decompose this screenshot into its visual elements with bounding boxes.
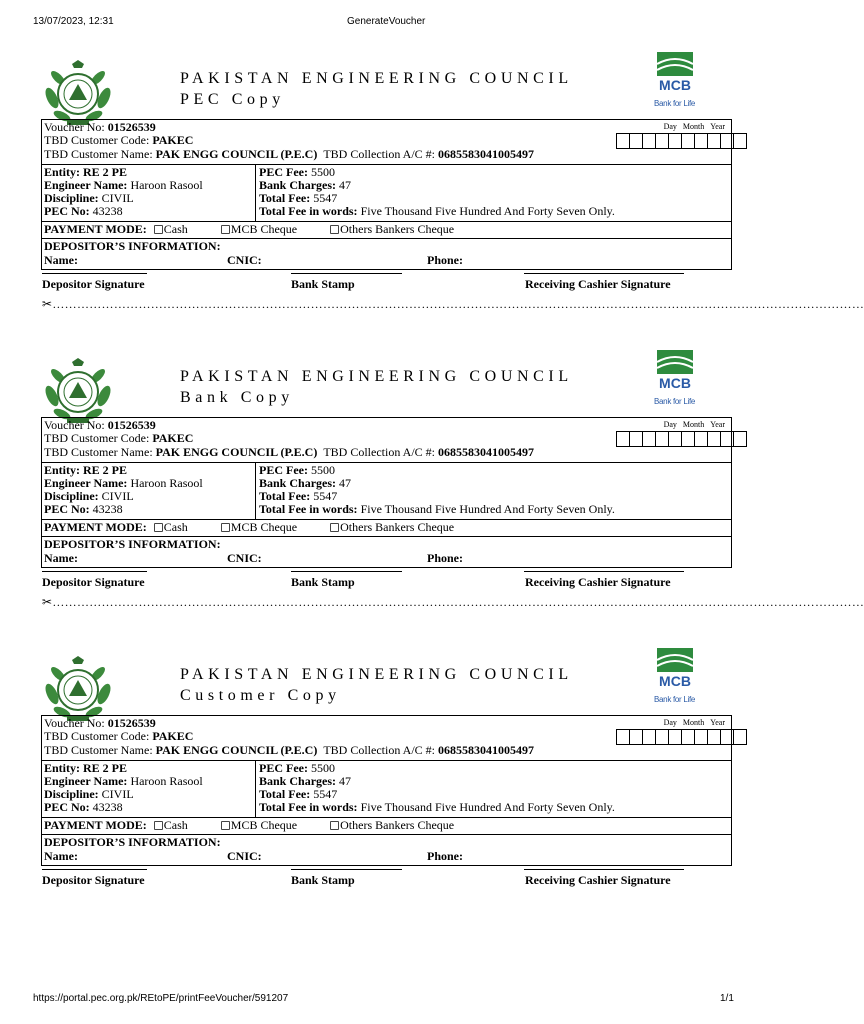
depositor-signature-label: Depositor Signature	[42, 575, 145, 589]
date-boxes	[617, 133, 747, 149]
depositor-cnic-label: CNIC:	[227, 253, 262, 267]
voucher	[0, 50, 864, 348]
mcb-text: MCB	[659, 673, 691, 689]
voucher-table	[41, 715, 732, 866]
cash-checkbox[interactable]	[154, 821, 163, 830]
depositor-cnic-label: CNIC:	[227, 849, 262, 863]
cashier-signature-label: Receiving Cashier Signature	[525, 873, 671, 887]
date-header: Day Month Year	[663, 718, 725, 727]
customer-code-line: TBD Customer Code: PAKEC	[44, 431, 194, 445]
cashier-signature-label: Receiving Cashier Signature	[525, 277, 671, 291]
payment-mode-line: PAYMENT MODE: Cash MCB Cheque Others Bankers Cheque	[44, 222, 455, 236]
depositor-phone-label: Phone:	[427, 551, 463, 565]
mcb-text: MCB	[659, 77, 691, 93]
bank-stamp-label: Bank Stamp	[291, 277, 355, 291]
discipline-line: Discipline: CIVIL	[44, 489, 134, 503]
cut-line: ✂………………………………………………………………………………………………………………………………………………………………………………	[42, 595, 864, 609]
payment-mode-line: PAYMENT MODE: Cash MCB Cheque Others Bankers Cheque	[44, 818, 455, 832]
bank-charges-line: Bank Charges: 47	[259, 476, 352, 490]
depositor-phone-label: Phone:	[427, 849, 463, 863]
pec-fee-line: PEC Fee: 5500	[259, 463, 335, 477]
depositor-phone-label: Phone:	[427, 253, 463, 267]
cut-line: ✂………………………………………………………………………………………………………………………………………………………………………………	[42, 297, 864, 311]
entity-line: Entity: RE 2 PE	[44, 761, 128, 775]
print-page-title: GenerateVoucher	[347, 16, 426, 27]
others-cheque-checkbox[interactable]	[330, 225, 339, 234]
fee-words-line: Total Fee in words: Five Thousand Five Hundred And Forty Seven Only.	[259, 502, 615, 516]
bank-tagline: Bank for Life	[654, 99, 696, 108]
pec-no-line: PEC No: 43238	[44, 204, 123, 218]
fee-words-line: Total Fee in words: Five Thousand Five Hundred And Forty Seven Only.	[259, 204, 615, 218]
pec-emblem-icon	[42, 58, 114, 128]
bank-charges-line: Bank Charges: 47	[259, 178, 352, 192]
bank-tagline: Bank for Life	[654, 695, 696, 704]
pec-fee-line: PEC Fee: 5500	[259, 761, 335, 775]
depositor-name-label: Name:	[44, 253, 78, 267]
customer-name-line: TBD Customer Name: PAK ENGG COUNCIL (P.E.C) TBD Collection A/C #: 0685583041005497	[44, 445, 535, 459]
depositor-info-heading: DEPOSITOR’S INFORMATION:	[44, 835, 221, 849]
depositor-cnic-label: CNIC:	[227, 551, 262, 565]
customer-code-line: TBD Customer Code: PAKEC	[44, 133, 194, 147]
bank-charges-line: Bank Charges: 47	[259, 774, 352, 788]
total-fee-line: Total Fee: 5547	[259, 489, 338, 503]
voucher-no-line: Voucher No: 01526539	[44, 418, 156, 432]
entity-line: Entity: RE 2 PE	[44, 463, 128, 477]
print-url: https://portal.pec.org.pk/REtoPE/printFeeVoucher/591207	[33, 993, 289, 1004]
engineer-line: Engineer Name: Haroon Rasool	[44, 476, 203, 490]
depositor-info-heading: DEPOSITOR’S INFORMATION:	[44, 537, 221, 551]
total-fee-line: Total Fee: 5547	[259, 787, 338, 801]
voucher-table	[41, 417, 732, 568]
copy-type: Bank Copy	[180, 389, 294, 406]
pec-no-line: PEC No: 43238	[44, 800, 123, 814]
pec-fee-line: PEC Fee: 5500	[259, 165, 335, 179]
depositor-signature-label: Depositor Signature	[42, 277, 145, 291]
discipline-line: Discipline: CIVIL	[44, 787, 134, 801]
others-cheque-checkbox[interactable]	[330, 821, 339, 830]
mcb-cheque-checkbox[interactable]	[221, 225, 230, 234]
date-header: Day Month Year	[663, 122, 725, 131]
voucher-table	[41, 119, 732, 270]
discipline-line: Discipline: CIVIL	[44, 191, 134, 205]
total-fee-line: Total Fee: 5547	[259, 191, 338, 205]
bank-tagline: Bank for Life	[654, 397, 696, 406]
org-name: PAKISTAN ENGINEERING COUNCIL	[180, 368, 573, 385]
depositor-signature-label: Depositor Signature	[42, 873, 145, 887]
customer-name-line: TBD Customer Name: PAK ENGG COUNCIL (P.E.C) TBD Collection A/C #: 0685583041005497	[44, 147, 535, 161]
voucher-no-line: Voucher No: 01526539	[44, 120, 156, 134]
date-boxes	[617, 729, 747, 745]
copy-type: Customer Copy	[180, 687, 341, 704]
voucher	[0, 646, 768, 944]
engineer-line: Engineer Name: Haroon Rasool	[44, 178, 203, 192]
depositor-name-label: Name:	[44, 849, 78, 863]
mcb-cheque-checkbox[interactable]	[221, 821, 230, 830]
mcb-text: MCB	[659, 375, 691, 391]
payment-mode-line: PAYMENT MODE: Cash MCB Cheque Others Bankers Cheque	[44, 520, 455, 534]
depositor-info-heading: DEPOSITOR’S INFORMATION:	[44, 239, 221, 253]
voucher	[0, 348, 864, 646]
copy-type: PEC Copy	[180, 91, 285, 108]
pec-emblem-icon	[42, 356, 114, 426]
pec-no-line: PEC No: 43238	[44, 502, 123, 516]
entity-line: Entity: RE 2 PE	[44, 165, 128, 179]
cash-checkbox[interactable]	[154, 225, 163, 234]
fee-words-line: Total Fee in words: Five Thousand Five Hundred And Forty Seven Only.	[259, 800, 615, 814]
print-datetime: 13/07/2023, 12:31	[33, 16, 114, 27]
voucher-no-line: Voucher No: 01526539	[44, 716, 156, 730]
pec-emblem-icon	[42, 654, 114, 724]
bank-stamp-label: Bank Stamp	[291, 873, 355, 887]
date-header: Day Month Year	[663, 420, 725, 429]
bank-stamp-label: Bank Stamp	[291, 575, 355, 589]
engineer-line: Engineer Name: Haroon Rasool	[44, 774, 203, 788]
mcb-cheque-checkbox[interactable]	[221, 523, 230, 532]
org-name: PAKISTAN ENGINEERING COUNCIL	[180, 666, 573, 683]
others-cheque-checkbox[interactable]	[330, 523, 339, 532]
customer-code-line: TBD Customer Code: PAKEC	[44, 729, 194, 743]
depositor-name-label: Name:	[44, 551, 78, 565]
cash-checkbox[interactable]	[154, 523, 163, 532]
date-boxes	[617, 431, 747, 447]
customer-name-line: TBD Customer Name: PAK ENGG COUNCIL (P.E.C) TBD Collection A/C #: 0685583041005497	[44, 743, 535, 757]
cashier-signature-label: Receiving Cashier Signature	[525, 575, 671, 589]
print-page-number: 1/1	[720, 993, 734, 1004]
org-name: PAKISTAN ENGINEERING COUNCIL	[180, 70, 573, 87]
